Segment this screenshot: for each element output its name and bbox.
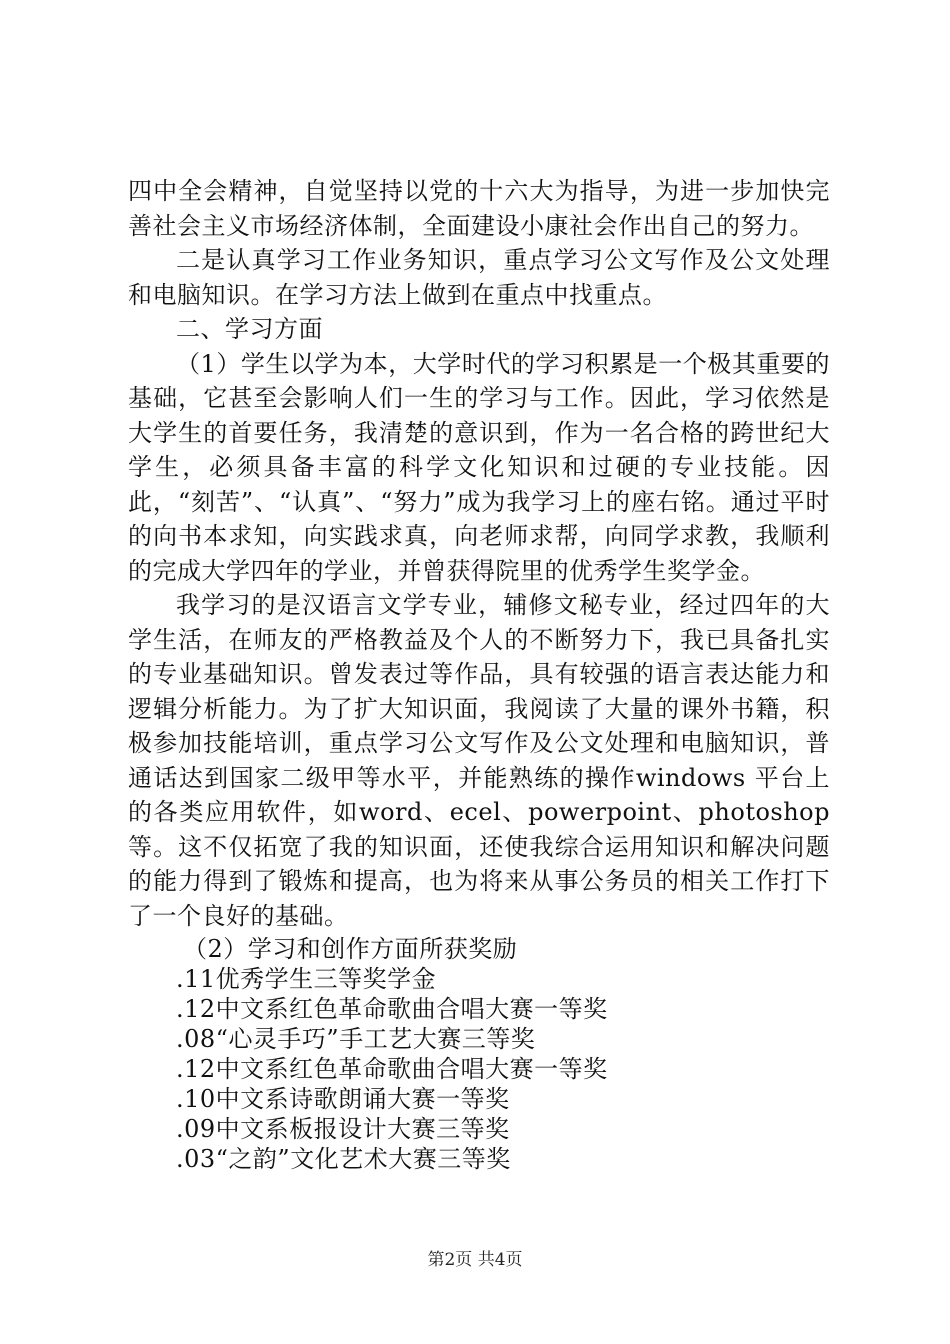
award-item: .12中文系红色革命歌曲合唱大赛一等奖: [176, 1055, 608, 1083]
paragraph-4: 我学习的是汉语言文学专业，辅修文秘专业，经过四年的大学生活，在师友的严格教益及个人的不断努力下，我已具备扎实的专业基础知识。曾发表过等作品，具有较强的语言表达能力和逻辑分析能力。为了扩大知识面，我阅读了大量的课外书籍，积极参加技能培训，重点学习公文写作及公文处理和电脑知识，普通话达到国家二级甲等水平，并能熟练的操作windows 平台上的各类应用软件，如word、ecel、powerpoint、photoshop等。这不仅拓宽了我的知识面，还使我综合运用知识和解决问题的能力得到了锻炼和提高，也为将来从事公务员的相关工作打下了一个良好的基础。: [128, 591, 830, 930]
award-item: .11优秀学生三等奖学金: [176, 965, 437, 993]
award-item: .12中文系红色革命歌曲合唱大赛一等奖: [176, 995, 608, 1023]
awards-section: [128, 934, 830, 1174]
paragraph-3: （1）学生以学为本，大学时代的学习积累是一个极其重要的基础，它甚至会影响人们一生的学习与工作。因此，学习依然是大学生的首要任务，我清楚的意识到，作为一名合格的跨世纪大学生，必须具备丰富的科学文化知识和过硬的专业技能。因此，“刻苦”、“认真”、“努力”成为我学习上的座右铭。通过平时的向书本求知，向实践求真，向老师求帮，向同学求教，我顺利的完成大学四年的学业，并曾获得院里的优秀学生奖学金。: [128, 349, 830, 585]
page-footer: 第2页 共4页: [427, 1250, 523, 1270]
award-item: .08“心灵手巧”手工艺大赛三等奖: [176, 1025, 536, 1053]
paragraph-2: 二是认真学习工作业务知识，重点学习公文写作及公文处理和电脑知识。在学习方法上做到在重点中找重点。: [128, 246, 830, 309]
awards-title: （2）学习和创作方面所获奖励: [183, 935, 518, 963]
award-item: .03“之韵”文化艺术大赛三等奖: [176, 1145, 511, 1173]
document-body: [128, 174, 830, 933]
paragraph-1: 四中全会精神，自觉坚持以党的十六大为指导，为进一步加快完善社会主义市场经济体制，全面建设小康社会作出自己的努力。: [128, 177, 830, 240]
award-item: .09中文系板报设计大赛三等奖: [176, 1115, 510, 1143]
awards-list: [128, 964, 830, 1174]
section-heading-study: 二、学习方面: [176, 315, 323, 343]
award-item: .10中文系诗歌朗诵大赛一等奖: [176, 1085, 510, 1113]
